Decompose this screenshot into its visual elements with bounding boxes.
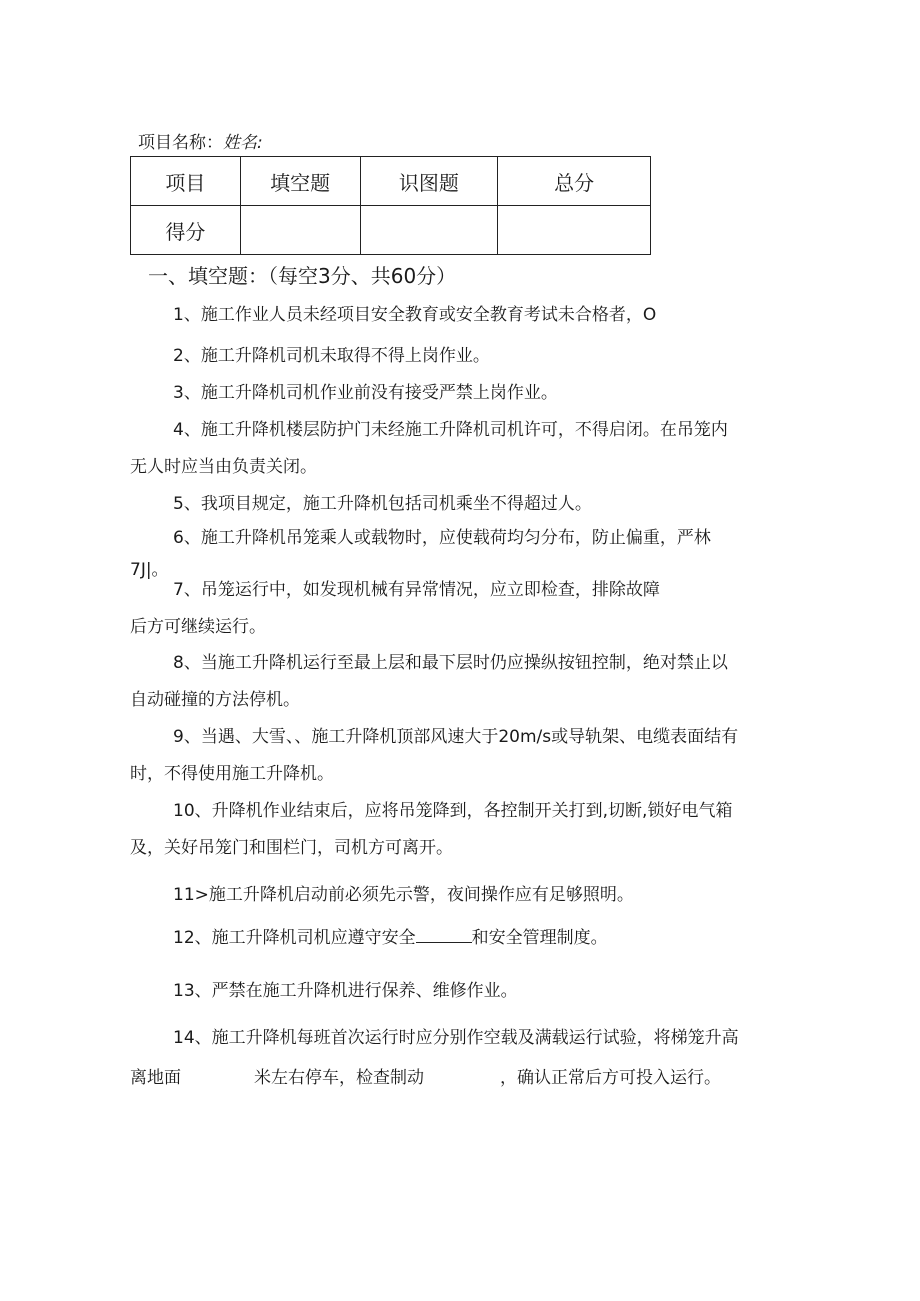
- question-text: 时，不得使用施工升降机。: [130, 764, 334, 784]
- table-cell: 填空题: [240, 157, 360, 206]
- question-text: 无人时应当由负责关闭。: [130, 457, 317, 477]
- question-text: 14、施工升降机每班首次运行时应分别作空载及满载运行试验，将梯笼升高: [173, 1028, 739, 1048]
- question-text: 米左右停车，检查制动: [254, 1068, 424, 1088]
- question-text: 及，关好吊笼门和围栏门，司机方可离开。: [130, 838, 453, 858]
- question-13: [130, 973, 790, 1010]
- question-2: [130, 338, 790, 375]
- question-text: 8、当施工升降机运行至最上层和最下层时仍应操纵按钮控制，绝对禁止以: [173, 653, 728, 673]
- question-9: [130, 719, 790, 793]
- table-cell: 识图题: [360, 157, 498, 206]
- question-1: [130, 297, 790, 334]
- question-text: 6、施工升降机吊笼乘人或载物时，应使载荷均匀分布，防止偏重，严林: [173, 528, 711, 548]
- score-input-cell-diagram[interactable]: [360, 206, 498, 255]
- section-title: 一、填空题：（每空3分、共60分）: [148, 264, 457, 288]
- question-text: 4、施工升降机楼层防护门未经施工升降机司机许可，不得启闭。在吊笼内: [173, 420, 728, 440]
- score-table: [130, 156, 651, 255]
- question-text: 2、施工升降机司机未取得不得上岗作业。: [173, 346, 490, 366]
- table-cell: 项目: [131, 157, 241, 206]
- question-5: [130, 486, 790, 523]
- question-text: 和安全管理制度。: [471, 928, 608, 948]
- question-12: [130, 920, 790, 957]
- question-14: [130, 1020, 790, 1097]
- score-table-header-row: [131, 157, 651, 206]
- question-text: 12、施工升降机司机应遵守安全: [173, 928, 416, 948]
- question-8: [130, 645, 790, 719]
- answer-blank[interactable]: [416, 925, 472, 943]
- question-text: 9、当遇、大雪、、施工升降机顶部风速大于20m/s或导轨架、电缆表面结有: [173, 727, 739, 747]
- question-7: [130, 572, 790, 646]
- question-text: 7J|。: [130, 560, 169, 580]
- question-text-line: [130, 1060, 790, 1097]
- question-text: 后方可继续运行。: [130, 617, 266, 637]
- question-4: [130, 412, 790, 486]
- question-text: 离地面: [130, 1068, 181, 1088]
- project-name-label: 项目名称：: [138, 133, 223, 153]
- question-text: 10、升降机作业结束后，应将吊笼降到，各控制开关打到,切断,锁好电气箱: [173, 801, 733, 821]
- question-text: ，确认正常后方可投入运行。: [500, 1068, 721, 1088]
- question-text: 1、施工作业人员未经项目安全教育或安全教育考试未合格者，O: [173, 305, 657, 325]
- score-input-cell-total[interactable]: [498, 206, 651, 255]
- question-text: 7、吊笼运行中，如发现机械有异常情况，应立即检查，排除故障: [173, 580, 660, 600]
- header-line: [138, 132, 263, 154]
- table-cell: 得分: [131, 206, 241, 255]
- question-text: 11>施工升降机启动前必须先示警，夜间操作应有足够照明。: [173, 885, 634, 905]
- question-text: 13、严禁在施工升降机进行保养、维修作业。: [173, 981, 518, 1001]
- question-10: [130, 793, 790, 867]
- score-table-score-row: [131, 206, 651, 255]
- table-cell: 总分: [498, 157, 651, 206]
- question-text: 3、施工升降机司机作业前没有接受严禁上岗作业。: [173, 383, 558, 403]
- question-text: 自动碰撞的方法停机。: [130, 690, 300, 710]
- question-11: [130, 877, 790, 914]
- question-text-line: [130, 920, 790, 957]
- question-3: [130, 375, 790, 412]
- student-name-label: 姓名:: [223, 133, 263, 153]
- question-text: 5、我项目规定，施工升降机包括司机乘坐不得超过人。: [173, 494, 592, 514]
- score-input-cell-fill[interactable]: [240, 206, 360, 255]
